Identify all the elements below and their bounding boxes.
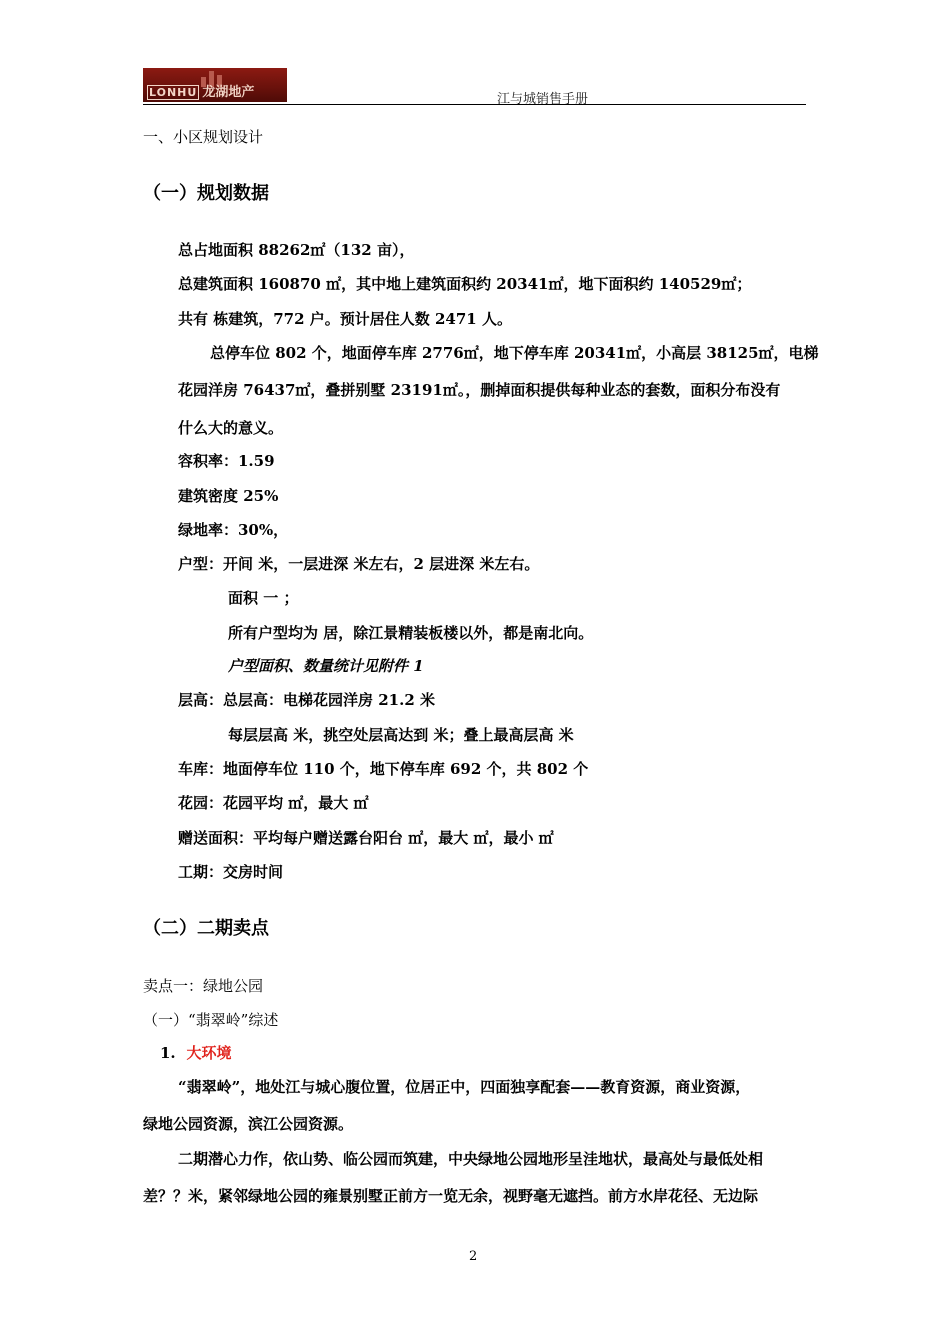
building-count: 共有 栋建筑，772 户。预计居住人数 2471 人。 xyxy=(178,310,512,328)
floor-area-ratio: 容积率：1.59 xyxy=(178,452,275,470)
schedule: 工期：交房时间 xyxy=(178,863,284,881)
item-title: 大环境 xyxy=(186,1044,232,1062)
planning-heading: （一）规划数据 xyxy=(143,183,269,204)
section-title: 一、小区规划设计 xyxy=(143,128,264,146)
item-heading xyxy=(160,1043,231,1063)
company-logo xyxy=(143,68,287,102)
selling-point-1: 卖点一：绿地公园 xyxy=(143,977,264,995)
total-building-area: 总建筑面积 160870 ㎡，其中地上建筑面积约 20341㎡，地下面积约 140529㎡； xyxy=(178,275,752,293)
header-title: 江与城销售手册 xyxy=(497,92,589,107)
header-divider xyxy=(143,104,806,105)
parking-para-line2: 花园洋房 76437㎡，叠拼别墅 23191㎡。，删掉面积提供每种业态的套数，面积分布没有 xyxy=(178,381,781,399)
bonus-area: 赠送面积：平均每户赠送露台阳台 ㎡，最大 ㎡，最小 ㎡ xyxy=(178,829,554,847)
unit-note: 户型面积、数量统计见附件 1 xyxy=(228,657,424,675)
logo-text: LONHU 龙湖地产 xyxy=(149,85,255,100)
green-ratio: 绿地率：30%， xyxy=(178,521,289,539)
unit-area: 面积 一 ； xyxy=(228,589,299,607)
environment-para-line2: 绿地公园资源，滨江公园资源。 xyxy=(143,1115,354,1133)
selling-subheading: （一）“翡翠岭”综述 xyxy=(143,1011,279,1029)
unit-type: 户型：开间 米，一层进深 米左右，2 层进深 米左右。 xyxy=(178,555,540,573)
phase2-para-line1: 二期潜心力作，依山势、临公园而筑建，中央绿地公园地形呈洼地状，最高处与最低处相 xyxy=(178,1150,764,1168)
floor-height: 层高：总层高：电梯花园洋房 21.2 米 xyxy=(178,691,435,709)
garden-info: 花园：花园平均 ㎡，最大 ㎡ xyxy=(178,794,369,812)
garage-info: 车库：地面停车位 110 个，地下停车库 692 个，共 802 个 xyxy=(178,760,589,778)
page-number: 2 xyxy=(469,1249,478,1264)
floor-height-detail: 每层层高 米，挑空处层高达到 米；叠上最高层高 米 xyxy=(228,726,574,744)
building-density: 建筑密度 25% xyxy=(178,487,279,505)
environment-para-line1: “翡翠岭”，地处江与城心腹位置，位居正中，四面独享配套——教育资源，商业资源， xyxy=(178,1078,751,1096)
total-land-area: 总占地面积 88262㎡（132 亩）， xyxy=(178,241,415,259)
selling-heading: （二）二期卖点 xyxy=(143,918,269,939)
parking-para-line3: 什么大的意义。 xyxy=(178,419,284,437)
phase2-para-line2: 差？？米，紧邻绿地公园的雍景别墅正前方一览无余，视野毫无遮挡。前方水岸花径、无边际 xyxy=(143,1187,759,1205)
unit-orientation: 所有户型均为 居，除江景精装板楼以外，都是南北向。 xyxy=(228,624,594,642)
parking-para-line1: 总停车位 802 个，地面停车库 2776㎡，地下停车库 20341㎡，小高层 38125㎡，电梯 xyxy=(210,344,819,362)
item-number: 1. xyxy=(160,1044,176,1062)
